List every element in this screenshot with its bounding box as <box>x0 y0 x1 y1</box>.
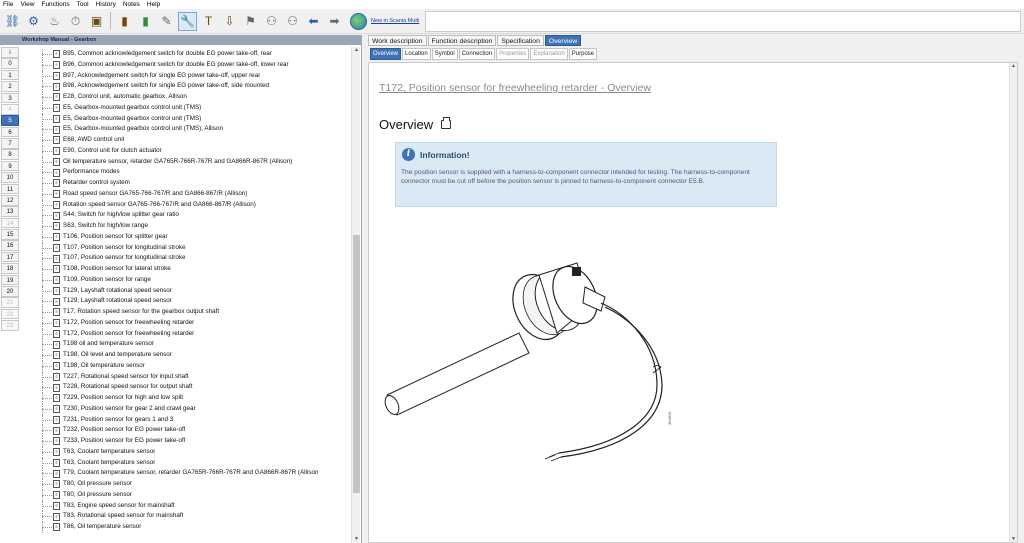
section-number-20[interactable]: 20 <box>1 286 19 297</box>
tree-item[interactable] <box>26 60 348 71</box>
tree-connector-line <box>42 86 52 87</box>
document-icon: ≡ <box>53 362 60 370</box>
right-pane <box>366 35 1024 543</box>
tree-item[interactable] <box>26 458 348 469</box>
content-scroll-up-icon[interactable]: ▲ <box>1011 63 1016 69</box>
tree-item[interactable] <box>26 178 348 189</box>
download-icon[interactable]: ⇩ <box>224 14 235 28</box>
document-icon: ≡ <box>53 459 60 467</box>
tree-item-label: T129, Layshaft rotational speed sensor <box>63 286 172 294</box>
tree-connector-line <box>42 291 52 292</box>
tree-item-label: T17, Rotation speed sensor for the gearbox output shaft <box>63 308 220 315</box>
tree-connector-line <box>42 387 52 388</box>
green-book-icon[interactable]: ▮ <box>142 14 149 28</box>
network-icon[interactable]: ⚙ <box>28 14 39 28</box>
tree-connector-line <box>42 484 52 485</box>
tree-item[interactable] <box>26 221 348 232</box>
document-icon: ≡ <box>53 276 60 284</box>
tree-item[interactable] <box>26 167 348 178</box>
section-number-11[interactable]: 11 <box>1 184 19 195</box>
tree-item-label: Road speed sensor GA765-766-767/R and GA866-867/R (Allison) <box>63 189 248 197</box>
tree-item[interactable] <box>26 243 348 254</box>
document-icon: ≡ <box>53 190 60 198</box>
search-parts-icon[interactable]: ♨ <box>49 14 60 28</box>
document-content <box>368 62 1018 543</box>
left-pane-header: Workshop Manual - Gearbox <box>0 35 361 45</box>
menu-view[interactable]: View <box>20 1 35 8</box>
tab-overview[interactable]: Overview <box>545 35 581 46</box>
tree-connector-line <box>42 119 52 120</box>
tree-connector-line <box>42 377 52 378</box>
document-icon: ≡ <box>53 405 60 413</box>
tree-item[interactable] <box>26 511 348 522</box>
scroll-down-icon[interactable]: ▼ <box>354 536 359 542</box>
tree-view-icon[interactable]: ⛓ <box>4 14 21 28</box>
package-icon[interactable]: ▣ <box>90 14 103 28</box>
subtab-purpose[interactable]: Purpose <box>569 48 597 60</box>
section-number-21[interactable]: 21 <box>1 297 19 308</box>
document-icon: ≡ <box>53 72 60 80</box>
tree-item[interactable] <box>26 468 348 479</box>
tree-item-label: T172, Position sensor for freewheeling retarder <box>63 318 195 326</box>
tree-item-label: T231, Position sensor for gears 1 and 3 <box>63 415 174 423</box>
document-icon: ≡ <box>53 115 60 123</box>
section-number-15[interactable]: 15 <box>1 229 19 240</box>
toolbar <box>0 9 1024 34</box>
left-pane <box>0 35 362 543</box>
document-icon: ≡ <box>53 93 60 101</box>
info-icon: i <box>402 148 415 161</box>
subtab-connection[interactable]: Connection <box>459 48 495 60</box>
tree-item-label: T86, Oil temperature sensor <box>63 523 142 530</box>
tree-item[interactable] <box>26 210 348 221</box>
document-icon: ≡ <box>53 523 60 531</box>
component-tree <box>26 49 348 541</box>
section-number-5[interactable]: 5 <box>1 115 19 126</box>
tree-item-label: T107, Position sensor for longitudinal stroke <box>63 254 186 262</box>
tree-item-label: T198 oil and temperature sensor <box>63 340 155 348</box>
text-book-icon[interactable]: T <box>204 14 213 28</box>
document-icon: ≡ <box>53 126 60 134</box>
tree-item-label: T172, Position sensor for freewheeling retarder <box>63 329 195 337</box>
tree-item-label: E68, AWD control unit <box>63 136 125 143</box>
tree-item-label: T83, Rotational speed sensor for mainshaft <box>63 512 184 520</box>
information-header <box>396 143 776 161</box>
document-icon: ≡ <box>53 308 60 316</box>
tree-connector-line <box>42 355 52 356</box>
document-icon: ≡ <box>53 416 60 424</box>
section-number-8[interactable]: 8 <box>1 149 19 160</box>
tree-item[interactable] <box>26 425 348 436</box>
tree-connector-line <box>42 248 52 249</box>
section-number-17[interactable]: 17 <box>1 252 19 263</box>
document-icon: ≡ <box>53 394 60 402</box>
menu-history[interactable]: History <box>95 1 116 8</box>
tree-connector-line <box>42 398 52 399</box>
book-icon[interactable]: ▮ <box>121 14 128 28</box>
scrollbar-thumb[interactable] <box>353 235 360 493</box>
tree-item-label: T108, Position sensor for lateral stroke <box>63 265 171 272</box>
tree-item[interactable] <box>26 92 348 103</box>
tree-item-label: T129, Layshaft rotational speed sensor <box>63 297 172 305</box>
document-icon: ≡ <box>53 212 60 220</box>
document-icon: ≡ <box>53 351 60 359</box>
tree-item-label: T79, Coolant temperature sensor, retarder GA765R-766R-767R and GA866R-867R (Allison <box>63 469 319 477</box>
section-number-9[interactable]: 9 <box>1 161 19 172</box>
tree-item[interactable] <box>26 404 348 415</box>
tree-item[interactable] <box>26 361 348 372</box>
section-number-4[interactable]: 4 <box>1 104 19 115</box>
tree-item-label: B96, Common acknowledgement switch for double EG power take-off, lower rear <box>63 60 289 68</box>
document-icon: ≡ <box>53 341 60 349</box>
section-heading <box>379 117 451 132</box>
tree-item[interactable] <box>26 49 348 60</box>
wrench-icon[interactable]: 🔧 <box>178 12 197 31</box>
tree-item-label: T80, Oil pressure sensor <box>63 490 132 498</box>
section-number-0[interactable]: 0 <box>1 58 19 69</box>
document-title[interactable]: T172, Position sensor for freewheeling retarder - Overview <box>379 82 651 94</box>
tree-item-label: T198, Oil temperature sensor <box>63 361 145 369</box>
tree-item[interactable] <box>26 318 348 329</box>
tree-item-label: T109, Position sensor for range <box>63 275 151 283</box>
section-number-6[interactable]: 6 <box>1 127 19 138</box>
tree-item-label: S63, Switch for high/low range <box>63 222 149 229</box>
document-icon: ≡ <box>53 330 60 338</box>
document-icon: ≡ <box>53 179 60 187</box>
tree-item-label: T233, Position sensor for EG power take-off <box>63 437 186 444</box>
subtab-location[interactable]: Location <box>402 48 431 60</box>
document-icon: ≡ <box>53 470 60 478</box>
tree-item[interactable] <box>26 124 348 135</box>
subtab-properties[interactable]: Properties <box>496 48 529 60</box>
tree-item[interactable] <box>26 81 348 92</box>
section-number-16[interactable]: 16 <box>1 240 19 251</box>
toolbar-right-area <box>425 11 1021 32</box>
tree-item-label: E28, Control unit, automatic gearbox, Allison <box>63 93 187 100</box>
print-icon[interactable] <box>441 120 451 129</box>
tree-connector-line <box>42 151 52 152</box>
document-icon: ≡ <box>53 513 60 521</box>
tree-item[interactable] <box>26 382 348 393</box>
toolbar-separator <box>110 12 111 30</box>
tree-connector-line <box>42 97 52 98</box>
tab-function-description[interactable]: Function description <box>428 35 497 46</box>
subtab-overview[interactable]: Overview <box>370 48 401 60</box>
section-number-14[interactable]: 14 <box>1 218 19 229</box>
tree-item-label: T106, Position sensor for splitter gear <box>63 232 168 240</box>
tree-item[interactable] <box>26 275 348 286</box>
tree-connector-line <box>42 463 52 464</box>
section-number-7[interactable]: 7 <box>1 138 19 149</box>
tree-connector-line <box>42 172 52 173</box>
tree-connector-line <box>42 194 52 195</box>
tab-specification[interactable]: Specification <box>497 35 544 46</box>
tree-item[interactable] <box>26 501 348 512</box>
document-icon: ≡ <box>53 169 60 177</box>
tree-item[interactable] <box>26 71 348 82</box>
document-icon: ≡ <box>53 491 60 499</box>
tree-item-label: T107, Position sensor for longitudinal stroke <box>63 243 186 251</box>
left-scrollbar[interactable] <box>351 47 360 543</box>
subtab-symbol[interactable]: Symbol <box>432 48 458 60</box>
menu-tool[interactable]: Tool <box>76 1 89 8</box>
tree-connector-line <box>42 269 52 270</box>
tree-connector-line <box>42 205 52 206</box>
tree-connector-line <box>42 183 52 184</box>
tree-item-label: T227, Rotational speed sensor for input shaft <box>63 372 189 380</box>
tree-item-label: Retarder control system <box>63 179 130 186</box>
tree-connector-line <box>42 516 52 517</box>
section-number-12[interactable]: 12 <box>1 195 19 206</box>
tree-connector-line <box>42 108 52 109</box>
tree-connector-line <box>42 258 52 259</box>
tree-item[interactable] <box>26 200 348 211</box>
tree-item[interactable] <box>26 103 348 114</box>
tree-item[interactable] <box>26 286 348 297</box>
document-icon: ≡ <box>53 158 60 166</box>
tree-item[interactable] <box>26 307 348 318</box>
tree-item-label: E5, Gearbox-mounted gearbox control unit (TMS), Allison <box>63 125 223 133</box>
tree-item-label: E5, Gearbox-mounted gearbox control unit (TMS) <box>63 114 202 122</box>
information-title: Information! <box>420 149 470 160</box>
section-number-i[interactable]: i <box>1 47 19 58</box>
document-icon: ≡ <box>53 373 60 381</box>
document-icon: ≡ <box>53 136 60 144</box>
back-arrow-icon[interactable]: ⬅ <box>308 14 319 28</box>
tree-connector-line <box>42 452 52 453</box>
section-number-10[interactable]: 10 <box>1 172 19 183</box>
tree-item[interactable] <box>26 189 348 200</box>
tree-item-label: E90, Control unit for clutch actuator <box>63 146 162 154</box>
document-icon: ≡ <box>53 147 60 155</box>
tree-connector-line <box>42 312 52 313</box>
news-link[interactable]: New in Scania Multi <box>371 18 420 24</box>
tree-item[interactable] <box>26 264 348 275</box>
tree-item[interactable] <box>26 253 348 264</box>
menu-notes[interactable]: Notes <box>122 1 140 8</box>
figure-code: 354819 <box>667 411 672 425</box>
tree-item[interactable] <box>26 296 348 307</box>
document-icon: ≡ <box>53 265 60 273</box>
menu-help[interactable]: Help <box>146 1 161 8</box>
tree-connector-line <box>42 162 52 163</box>
news-link-area <box>350 13 419 30</box>
tree-connector-line <box>42 506 52 507</box>
content-scrollbar[interactable] <box>1009 63 1017 542</box>
menu-bar <box>0 0 1024 9</box>
tree-connector-line <box>42 441 52 442</box>
tree-item[interactable] <box>26 372 348 383</box>
document-icon: ≡ <box>53 244 60 252</box>
tree-connector-line <box>42 495 52 496</box>
menu-file[interactable]: File <box>3 1 14 8</box>
document-icon: ≡ <box>53 50 60 58</box>
tree-connector-line <box>42 409 52 410</box>
tree-connector-line <box>42 527 52 528</box>
document-icon: ≡ <box>53 384 60 392</box>
tree-item-label: T229, Position sensor for high and low split <box>63 394 184 401</box>
tree-item-label: T80, Oil pressure sensor <box>63 480 132 487</box>
position-sensor-illustration <box>379 245 679 475</box>
tree-item-label: T63, Coolant temperature sensor <box>63 447 156 455</box>
globe-icon[interactable] <box>350 13 367 30</box>
document-icon: ≡ <box>53 233 60 241</box>
tree-item[interactable] <box>26 522 348 533</box>
section-number-3[interactable]: 3 <box>1 93 19 104</box>
tree-connector-line <box>42 323 52 324</box>
content-scroll-down-icon[interactable]: ▼ <box>1011 536 1016 542</box>
section-number-column <box>0 47 20 331</box>
timer-icon[interactable]: ⏱ <box>70 14 81 28</box>
tree-connector-line <box>42 215 52 216</box>
tree-connector-line <box>42 226 52 227</box>
document-icon: ≡ <box>53 480 60 488</box>
tree-item-label: Rotation speed sensor GA765-766-767/R and GA866-867/R (Allison) <box>63 200 256 208</box>
flag-icon[interactable]: ⚑ <box>245 14 256 28</box>
tree-connector-line <box>42 65 52 66</box>
tab-work-description[interactable]: Work description <box>368 35 427 46</box>
tree-item-label: B98, Acknowledgement switch for single EG power take-off, side mounted <box>63 82 270 90</box>
tree-item[interactable] <box>26 350 348 361</box>
document-icon: ≡ <box>53 104 60 112</box>
tree-item-label: Oil temperature sensor, retarder GA765R-766R-767R and GA866R-867R (Allison) <box>63 157 293 165</box>
tree-item-label: T228, Rotational speed sensor for output shaft <box>63 383 193 391</box>
tree-item-label: B97, Acknowledgement switch for single EG power take-off, upper rear <box>63 71 261 79</box>
tree-item[interactable] <box>26 135 348 146</box>
tree-item-label: T232, Position sensor for EG power take-off <box>63 426 186 434</box>
information-box <box>395 142 777 207</box>
tree-connector-line <box>42 366 52 367</box>
tree-item[interactable] <box>26 114 348 125</box>
main-tabs <box>366 35 1024 46</box>
tree-connector-line <box>42 473 52 474</box>
document-icon: ≡ <box>53 287 60 295</box>
section-number-23[interactable]: 23 <box>1 320 19 331</box>
tree-item-label: B95, Common acknowledgement switch for double EG power take-off, rear <box>63 50 272 57</box>
tree-connector-line <box>42 54 52 55</box>
tree-item-label: T198, Oil level and temperature sensor <box>63 351 172 358</box>
tree-item-label: E5, Gearbox-mounted gearbox control unit (TMS) <box>63 103 202 111</box>
tree-item[interactable] <box>26 415 348 426</box>
section-title: Overview <box>379 117 434 132</box>
tree-item[interactable] <box>26 479 348 490</box>
tree-item-label: Performance modes <box>63 168 120 176</box>
document-icon: ≡ <box>53 255 60 263</box>
tree-connector-line <box>42 76 52 77</box>
binoculars-icon[interactable]: ⚇ <box>266 14 277 28</box>
tree-item[interactable] <box>26 157 348 168</box>
tree-item-label: T230, Position sensor for gear 2 and crawl gear <box>63 404 196 412</box>
edit-book-icon[interactable]: ✎ <box>161 14 172 28</box>
tree-item[interactable] <box>26 393 348 404</box>
tree-item[interactable] <box>26 447 348 458</box>
tree-item[interactable] <box>26 490 348 501</box>
tree-connector-line <box>42 140 52 141</box>
scroll-up-icon[interactable]: ▲ <box>354 47 359 53</box>
sub-tabs <box>366 48 1024 60</box>
tree-connector-line <box>42 280 52 281</box>
information-text: The position sensor is supplied with a harness-to-component connector intended for testing. The harness-to-component connector must be cut off before the position sensor is pinned to harness-to-component connector E5.B. <box>401 169 750 185</box>
tree-item[interactable] <box>26 339 348 350</box>
document-icon: ≡ <box>53 298 60 306</box>
document-icon: ≡ <box>53 201 60 209</box>
menu-functions[interactable]: Functions <box>41 1 70 8</box>
forward-arrow-icon[interactable]: ➡ <box>329 14 340 28</box>
section-number-1[interactable]: 1 <box>1 70 19 81</box>
subtab-explanation[interactable]: Explanation <box>530 48 567 60</box>
document-icon: ≡ <box>53 448 60 456</box>
section-number-22[interactable]: 22 <box>1 309 19 320</box>
document-icon: ≡ <box>53 222 60 230</box>
tree-connector-line <box>42 334 52 335</box>
tree-item[interactable] <box>26 232 348 243</box>
tree-item-label: S44, Switch for high/low splitter gear ratio <box>63 211 179 219</box>
tree-item-label: T83, Engine speed sensor for mainshaft <box>63 501 175 509</box>
tree-connector-line <box>42 301 52 302</box>
document-icon: ≡ <box>53 502 60 510</box>
document-icon: ≡ <box>53 83 60 91</box>
tree-connector-line <box>42 430 52 431</box>
section-number-19[interactable]: 19 <box>1 275 19 286</box>
document-icon: ≡ <box>53 319 60 327</box>
document-icon: ≡ <box>53 437 60 445</box>
tree-connector-line <box>42 129 52 130</box>
tree-item-label: T63, Coolant temperature sensor <box>63 458 156 466</box>
tree-connector-line <box>42 344 52 345</box>
tree-connector-line <box>42 237 52 238</box>
document-icon: ≡ <box>53 61 60 69</box>
section-number-18[interactable]: 18 <box>1 263 19 274</box>
tree-item[interactable] <box>26 146 348 157</box>
tree-item[interactable] <box>26 436 348 447</box>
section-number-13[interactable]: 13 <box>1 206 19 217</box>
tree-item[interactable] <box>26 329 348 340</box>
section-number-2[interactable]: 2 <box>1 81 19 92</box>
binoculars-plus-icon[interactable]: ⚇ <box>287 14 298 28</box>
document-icon: ≡ <box>53 427 60 435</box>
tree-connector-line <box>42 420 52 421</box>
